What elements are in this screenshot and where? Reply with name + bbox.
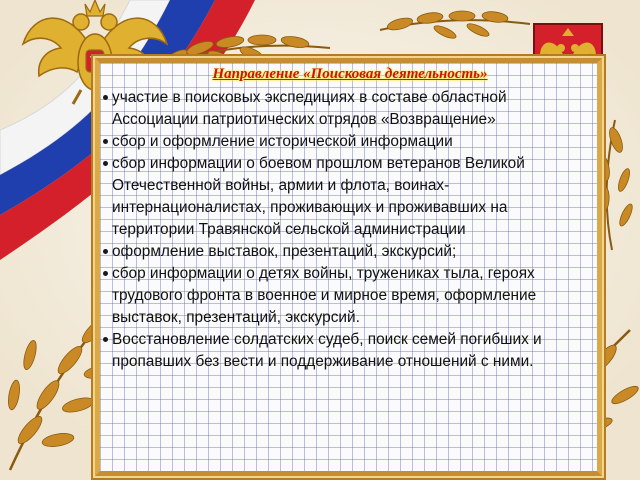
bullet-icon <box>103 161 108 166</box>
list-item-text: сбор и оформление исторической информации <box>112 133 453 150</box>
list-item <box>102 87 560 131</box>
list-item <box>102 329 560 373</box>
list-item <box>102 241 560 263</box>
list-item <box>102 153 560 241</box>
bullet-icon <box>103 139 108 144</box>
slide-heading: Направление «Поисковая деятельность» <box>212 66 488 82</box>
list-item <box>102 263 560 329</box>
bullet-icon <box>103 337 108 342</box>
list-item-text: оформление выставок, презентаций, экскурсий; <box>112 243 457 260</box>
bullet-list <box>102 87 560 373</box>
list-item-text: сбор информации о боевом прошлом ветеранов Великой Отечественной войны, армии и флота, воинах- интернационалистах, проживающих и проживавших на территории Травянской сельской администрации <box>112 155 525 238</box>
list-item-text: сбор информации о детях войны, тружениках тыла, героях трудового фронта в военное и мирное время, оформление выставок, презентаций, экскурсий. <box>112 265 537 326</box>
list-item-text: участие в поисковых экспедициях в составе областной Ассоциации патриотических отрядов «Возвращение» <box>112 89 507 128</box>
bullet-icon <box>103 95 108 100</box>
list-item <box>102 131 560 153</box>
list-item-text: Восстановление солдатских судеб, поиск семей погибших и пропавших без вести и поддерживание отношений с ними. <box>112 331 542 370</box>
slide-content <box>102 66 560 373</box>
bullet-icon <box>103 249 108 254</box>
bullet-icon <box>103 271 108 276</box>
